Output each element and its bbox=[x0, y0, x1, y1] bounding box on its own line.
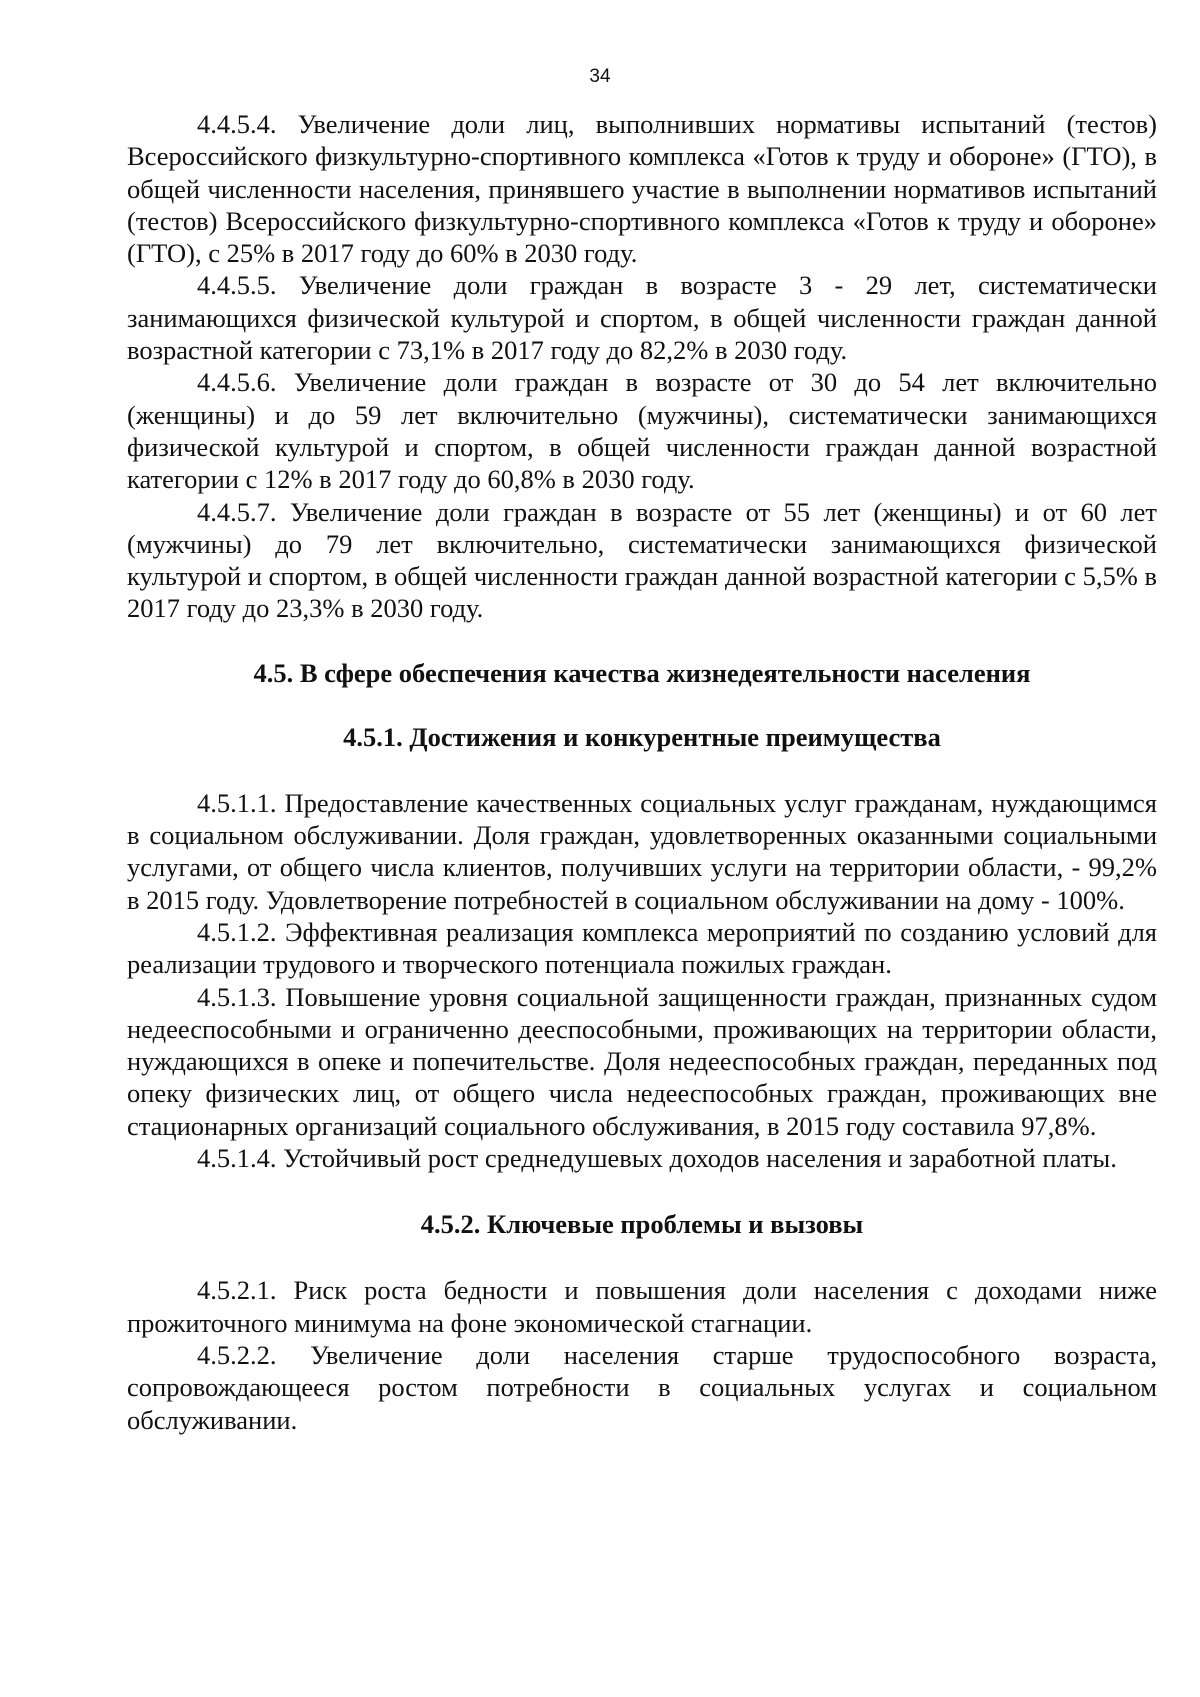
paragraph-4-5-2-1: 4.5.2.1. Риск роста бедности и повышения доли населения с доходами ниже прожиточного минимума на фоне экономической стагнации. bbox=[127, 1275, 1157, 1338]
paragraph-4-5-2-2: 4.5.2.2. Увеличение доли населения старше трудоспособного возраста, сопровождающееся ростом потребности в социальных услугах и социальном обслуживании. bbox=[127, 1339, 1157, 1435]
paragraph-4-4-5-5: 4.4.5.5. Увеличение доли граждан в возрасте 3 - 29 лет, систематически занимающихся физической культурой и спортом, в общей численности граждан данной возрастной категории с 73,1% в 2017 году до 82,2% в 2030 году. bbox=[127, 270, 1157, 366]
paragraph-4-4-5-7: 4.4.5.7. Увеличение доли граждан в возрасте от 55 лет (женщины) и от 60 лет (мужчины) до 79 лет включительно, систематически занимающихся физической культурой и спортом, в общей численности граждан данной возрастной категории с 5,5% в 2017 году до 23,3% в 2030 году. bbox=[127, 496, 1157, 624]
paragraph-4-5-1-1: 4.5.1.1. Предоставление качественных социальных услуг гражданам, нуждающимся в социальном обслуживании. Доля граждан, удовлетворенных оказанными социальными услугами, от общего числа клиентов, получивших услуги на территории области, - 99,2% в 2015 году. Удовлетворение потребностей в социальном обслуживании на дому - 100%. bbox=[127, 787, 1157, 915]
paragraph-4-5-1-2: 4.5.1.2. Эффективная реализация комплекса мероприятий по созданию условий для реализации трудового и творческого потенциала пожилых граждан. bbox=[127, 916, 1157, 980]
subsection-heading-4-5-2: 4.5.2. Ключевые проблемы и вызовы bbox=[420, 1209, 864, 1240]
section-heading-4-5: 4.5. В сфере обеспечения качества жизнедеятельности населения bbox=[253, 657, 1031, 688]
paragraph-4-4-5-6: 4.4.5.6. Увеличение доли граждан в возрасте от 30 до 54 лет включительно (женщины) и до 59 лет включительно (мужчины), систематически занимающихся физической культурой и спортом, в общей численности граждан данной возрастной категории с 12% в 2017 году до 60,8% в 2030 году. bbox=[127, 367, 1157, 495]
page-number: 34 bbox=[589, 66, 611, 87]
subsection-heading-4-5-1: 4.5.1. Достижения и конкурентные преимущества bbox=[343, 721, 941, 752]
paragraph-4-5-1-4: 4.5.1.4. Устойчивый рост среднедушевых доходов населения и заработной платы. bbox=[197, 1143, 1117, 1174]
paragraph-4-4-5-4: 4.4.5.4. Увеличение доли лиц, выполнивших нормативы испытаний (тестов) Всероссийского физкультурно-спортивного комплекса «Готов к труду и обороне» (ГТО), в общей численности населения, принявшего участие в выполнении нормативов испытаний (тестов) Всероссийского физкультурно-спортивного комплекса «Готов к труду и обороне» (ГТО), с 25% в 2017 году до 60% в 2030 году. bbox=[127, 109, 1157, 269]
paragraph-4-5-1-3: 4.5.1.3. Повышение уровня социальной защищенности граждан, признанных судом недееспособными и ограниченно дееспособными, проживающих на территории области, нуждающихся в опеке и попечительстве. Доля недееспособных граждан, переданных под опеку физических лиц, от общего числа недееспособных граждан, проживающих вне стационарных организаций социального обслуживания, в 2015 году составила 97,8%. bbox=[127, 981, 1157, 1141]
document-body bbox=[127, 108, 1157, 1436]
